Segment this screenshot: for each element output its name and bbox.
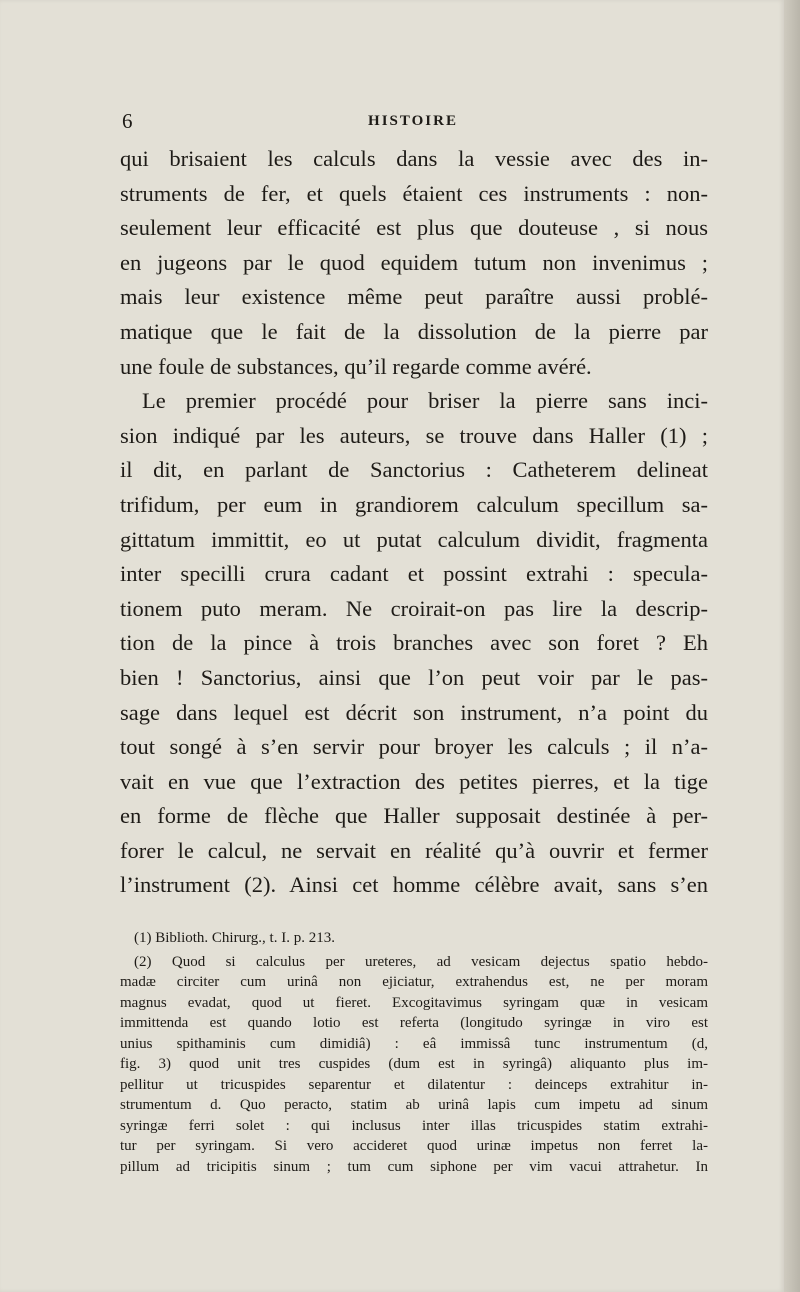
body-line: mais leur existence même peut paraître aussi problé- [120, 284, 708, 310]
body-line: une foule de substances, qu’il regarde comme avéré. [120, 353, 592, 379]
footnote-line: pellitur ut tricuspides separentur et dilatentur : deinceps extrahitur in- [120, 1076, 708, 1093]
footnote-line: (1) Biblioth. Chirurg., t. I. p. 213. [134, 930, 335, 946]
body-line: bien ! Sanctorius, ainsi que l’on peut voir par le pas- [120, 664, 708, 690]
body-text [120, 142, 708, 903]
body-line: forer le calcul, ne servait en réalité qu’à ouvrir et fermer [120, 837, 708, 863]
body-line: qui brisaient les calculs dans la vessie avec des in- [120, 146, 708, 171]
footnote-line: immittenda est quando lotio est referta (longitudo syringæ in viro est [120, 1015, 708, 1031]
body-line: matique que le fait de la dissolution de la pierre par [120, 318, 708, 344]
footnote-line: fig. 3) quod unit tres cuspides (dum est in syringâ) aliquanto plus im- [120, 1056, 708, 1072]
body-line: tionem puto meram. Ne croirait-on pas lire la descrip- [120, 595, 708, 621]
footnote-line: syringæ ferri solet : qui inclusus inter illas tricuspides statim extrahi- [120, 1117, 708, 1134]
footnote-line: tur per syringam. Si vero accideret quod urinæ impetus non ferret la- [120, 1138, 708, 1154]
footnote-line: magnus evadat, quod ut fieret. Excogitavimus syringam quæ in vesicam [120, 994, 708, 1011]
footnote-line: madæ circiter cum urinâ non ejiciatur, extrahendus est, ne per moram [120, 974, 708, 990]
page-edge [784, 0, 800, 1292]
footnote-line: (2) Quod si calculus per ureteres, ad vesicam dejectus spatio hebdo- [134, 953, 708, 970]
body-line: en forme de flèche que Haller supposait destinée à per- [120, 803, 708, 829]
body-line: vait en vue que l’extraction des petites pierres, et la tige [120, 768, 708, 794]
body-line: struments de fer, et quels étaient ces instruments : non- [120, 180, 708, 206]
body-line: sage dans lequel est décrit son instrument, n’a point du [120, 699, 708, 725]
page-number: 6 [122, 109, 133, 133]
running-head [118, 106, 708, 136]
body-line: l’instrument (2). Ainsi cet homme célèbre avait, sans s’en [120, 872, 708, 898]
body-line: trifidum, per eum in grandiorem calculum specillum sa- [120, 491, 708, 517]
body-line: Le premier procédé pour briser la pierre sans inci- [142, 388, 708, 414]
body-line: sion indiqué par les auteurs, se trouve dans Haller (1) ; [120, 422, 708, 448]
footnote-line: unius spithaminis cum dimidiâ) : eâ immissâ tunc instrumentum (d, [120, 1035, 708, 1052]
footnote-line: strumentum d. Quo peracto, statim ab urinâ lapis cum impetu ad sinum [120, 1097, 708, 1113]
body-line: il dit, en parlant de Sanctorius : Catheterem delineat [120, 457, 708, 483]
footnote-line: pillum ad tricipitis sinum ; tum cum siphone per vim vacui attrahetur. In [120, 1158, 708, 1175]
body-line: tion de la pince à trois branches avec son foret ? Eh [120, 630, 708, 656]
running-title: HISTOIRE [368, 113, 458, 129]
body-line: tout songé à s’en servir pour broyer les calculs ; il n’a- [120, 734, 708, 760]
footnotes [120, 928, 708, 1177]
body-line: gittatum immittit, eo ut putat calculum dividit, fragmenta [120, 526, 708, 552]
body-line: en jugeons par le quod equidem tutum non invenimus ; [120, 249, 708, 275]
body-line: inter specilli crura cadant et possint extrahi : specula- [120, 561, 708, 587]
body-line: seulement leur efficacité est plus que douteuse , si nous [120, 215, 708, 241]
